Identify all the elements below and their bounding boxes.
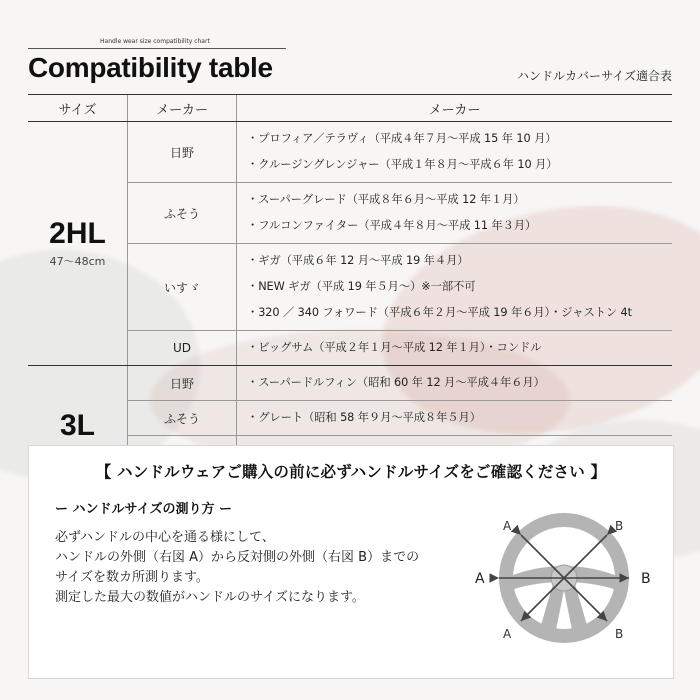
model-entry: ・グレート（昭和 58 年９月～平成８年５月） bbox=[247, 411, 481, 424]
guide-line: 測定した最大の数値がハンドルのサイズになります。 bbox=[55, 590, 365, 605]
label-b-bottom: B bbox=[615, 627, 624, 641]
table-header-maker: メーカー bbox=[128, 95, 237, 121]
table-row bbox=[128, 366, 672, 401]
maker-name: 日野 bbox=[128, 122, 237, 182]
title-rule bbox=[28, 48, 286, 49]
label-a-top: A bbox=[503, 519, 512, 533]
label-b-right: B bbox=[641, 571, 651, 587]
guide-line: 必ずハンドルの中心を通る様にして、 bbox=[55, 530, 275, 545]
table-header-models: メーカー bbox=[428, 102, 481, 118]
measurement-guide bbox=[28, 445, 674, 679]
header-subtitle-jp: ハンドルカバーサイズ適合表 bbox=[516, 69, 672, 83]
steering-wheel-diagram bbox=[469, 508, 659, 648]
guide-line: サイズを数カ所測ります。 bbox=[55, 570, 209, 585]
table-header-row bbox=[28, 95, 672, 122]
table-row bbox=[128, 331, 672, 365]
guide-subheading: ー ハンドルサイズの測り方 ー bbox=[55, 502, 233, 517]
label-b-top: B bbox=[615, 519, 624, 533]
maker-name: 日野 bbox=[128, 366, 237, 400]
table-header-size: サイズ bbox=[28, 95, 128, 121]
table-row bbox=[128, 183, 672, 244]
table-row bbox=[128, 122, 672, 183]
size-label: 3L bbox=[59, 408, 95, 442]
model-entry: ・スーパードルフィン（昭和 60 年 12 月～平成４年６月） bbox=[247, 376, 545, 389]
label-a-left: A bbox=[475, 571, 485, 587]
maker-name: いすゞ bbox=[128, 244, 237, 330]
model-entry: ・フルコンファイター（平成４年８月～平成 11 年３月） bbox=[247, 219, 537, 232]
maker-name: UD bbox=[128, 331, 237, 365]
guide-heading: 【 ハンドルウェアご購入の前に必ずハンドルサイズをご確認ください 】 bbox=[95, 463, 607, 481]
table-row bbox=[128, 244, 672, 331]
model-entry: ・NEW ギガ（平成 19 年５月～）※一部不可 bbox=[247, 280, 476, 293]
model-entry: ・320 ／ 340 フォワード（平成６年２月～平成 19 年６月）・ジャストン 4t bbox=[247, 306, 632, 319]
label-a-bottom: A bbox=[503, 627, 512, 641]
page-title: Compatibility table bbox=[28, 52, 273, 83]
model-entry: ・プロフィア／テラヴィ（平成４年７月～平成 15 年 10 月） bbox=[247, 132, 557, 145]
size-group-2hl bbox=[28, 122, 672, 366]
table-row bbox=[128, 401, 672, 436]
model-entry: ・クルージングレンジャー（平成１年８月～平成６年 10 月） bbox=[247, 158, 558, 171]
guide-line: ハンドルの外側（右図 A）から反対側の外側（右図 B）までの bbox=[55, 550, 420, 565]
maker-name: ふそう bbox=[128, 183, 237, 243]
model-entry: ・ビッグサム（平成２年１月～平成 12 年１月）・コンドル bbox=[247, 341, 542, 354]
maker-name: ふそう bbox=[128, 401, 237, 435]
header-subtitle-en: Handle wear size compatibility chart bbox=[100, 38, 210, 45]
model-entry: ・スーパーグレード（平成８年６月～平成 12 年１月） bbox=[247, 193, 525, 206]
model-entry: ・ギガ（平成６年 12 月～平成 19 年４月） bbox=[247, 254, 469, 267]
size-cell bbox=[28, 122, 128, 365]
size-label: 2HL bbox=[49, 216, 106, 250]
size-range: 47～48cm bbox=[49, 254, 106, 268]
guide-instructions bbox=[55, 528, 419, 608]
